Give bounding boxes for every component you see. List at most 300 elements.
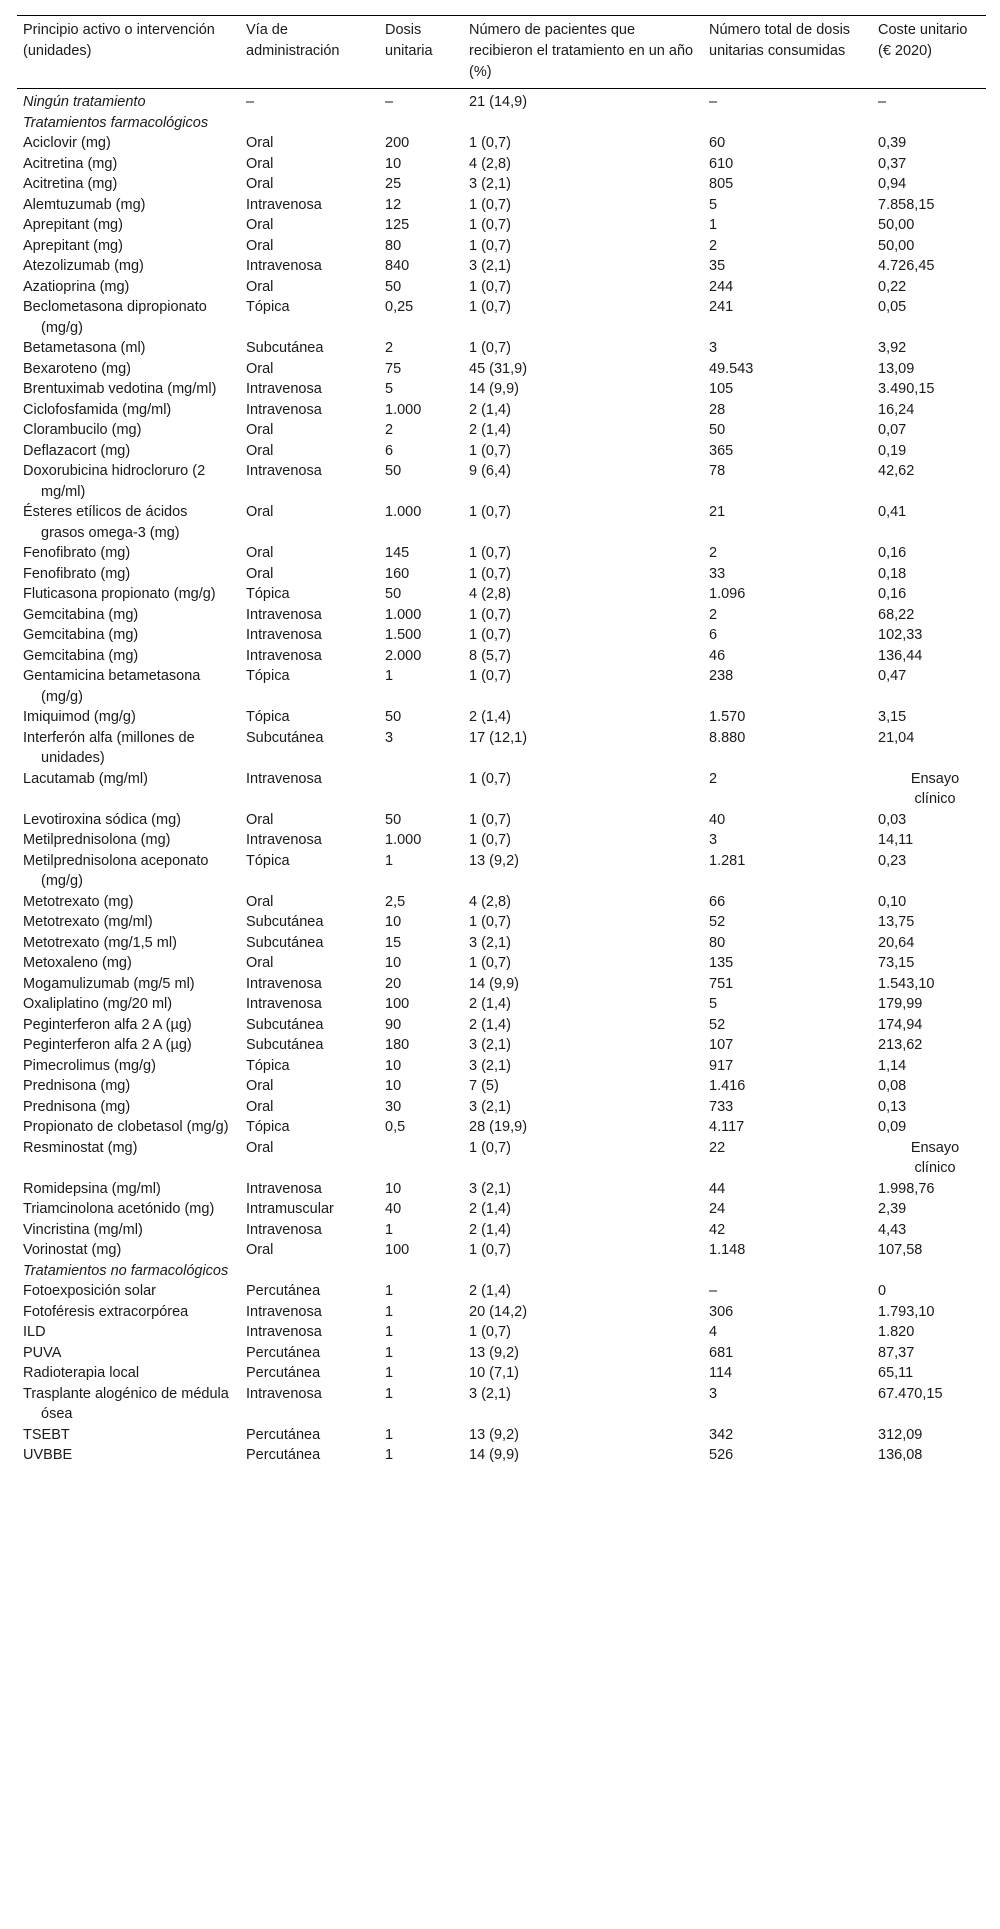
cell-dose: 80 [385, 237, 402, 254]
section-row-pharma [17, 113, 986, 134]
cell-dose: 0,25 [385, 299, 414, 315]
cell-name: ILD [23, 1324, 46, 1340]
cell-name: Imiquimod (mg/g) [23, 709, 136, 725]
cell-route: Oral [246, 360, 274, 377]
cell-patients: 28 (19,9) [469, 1119, 528, 1135]
cell-total: 135 [709, 955, 734, 971]
cell-name: Metilprednisolona (mg) [23, 832, 171, 848]
cell-route: Intravenosa [246, 1324, 322, 1340]
cell-route: Oral [246, 422, 274, 438]
table-row [17, 1220, 986, 1241]
cell-total: 1.148 [709, 1242, 746, 1258]
cell-total: 60 [709, 135, 726, 151]
cell-patients: 1 (0,7) [469, 1324, 511, 1340]
cell-route: Tópica [246, 668, 290, 684]
cell-name: UVBBE [23, 1447, 73, 1463]
cell-route: Intravenosa [246, 627, 322, 643]
cell-name: Metilprednisolona aceponato (mg/g) [23, 852, 209, 889]
cell-cost: 213,62 [878, 1037, 923, 1053]
cell-route: Intravenosa [246, 606, 322, 623]
table-row [17, 584, 986, 605]
cell-route: Intravenosa [246, 1180, 322, 1197]
treatment-cost-table [17, 15, 986, 1466]
table-row [17, 1179, 986, 1200]
cell-route: Percutánea [246, 1365, 321, 1381]
cell-total: 42 [709, 1221, 726, 1238]
cell-dose: 1 [385, 1344, 394, 1361]
cell-name: Metotrexato (mg/1,5 ml) [23, 934, 177, 951]
cell-route: Oral [246, 1139, 274, 1156]
cell-patients: 1 (0,7) [469, 627, 511, 643]
cell-patients: 1 (0,7) [469, 545, 511, 561]
header-active-ingredient: Principio activo o intervención (unidades) [23, 22, 215, 59]
cell-cost: 174,94 [878, 1016, 923, 1033]
table-row [17, 133, 986, 154]
cell-cost: 0,19 [878, 442, 907, 459]
cell-total: 49.543 [709, 360, 754, 377]
cell-name: Acitretina (mg) [23, 155, 118, 172]
cell-cost: 87,37 [878, 1344, 915, 1361]
cell-name: Prednisona (mg) [23, 1098, 131, 1115]
cell-patients: 1 (0,7) [469, 832, 511, 848]
table-row [17, 1281, 986, 1302]
cell-patients: 14 (9,9) [469, 975, 519, 992]
cell-patients: 3 (2,1) [469, 1037, 511, 1053]
cell-name: Radioterapia local [23, 1365, 140, 1381]
cell-cost: 107,58 [878, 1242, 923, 1258]
cell-patients: 2 (1,4) [469, 709, 511, 725]
cell-patients: 3 (2,1) [469, 934, 511, 951]
cell-cost: 102,33 [878, 627, 923, 643]
cell-route: – [246, 94, 255, 110]
header-total-doses: Número total de dosis unitarias consumidas [709, 22, 851, 59]
table-row [17, 400, 986, 421]
cell-dose: 10 [385, 155, 402, 172]
table-row [17, 1363, 986, 1384]
cell-route: Intravenosa [246, 196, 322, 213]
cell-route: Tópica [246, 1057, 290, 1074]
cell-total: 681 [709, 1344, 734, 1361]
cell-patients: 1 (0,7) [469, 606, 511, 623]
table-row [17, 297, 986, 338]
table-row [17, 215, 986, 236]
cell-route: Subcutánea [246, 934, 324, 951]
cell-name: Gemcitabina (mg) [23, 606, 139, 623]
table-row [17, 1425, 986, 1446]
cell-total: 3 [709, 832, 718, 848]
cell-total: 8.880 [709, 729, 746, 746]
cell-cost: 21,04 [878, 729, 915, 746]
cell-patients: 4 (2,8) [469, 893, 511, 910]
cell-route: Intravenosa [246, 258, 322, 274]
table-row [17, 441, 986, 462]
cell-cost: 0,22 [878, 278, 907, 295]
table-row [17, 1076, 986, 1097]
cell-cost: 0,08 [878, 1078, 907, 1094]
cell-dose: 2,5 [385, 893, 406, 910]
cell-cost: 0,37 [878, 155, 907, 172]
cell-patients: 1 (0,7) [469, 811, 511, 828]
cell-dose: 6 [385, 442, 394, 459]
cell-cost: 136,44 [878, 647, 923, 664]
cell-total: 610 [709, 155, 734, 172]
table-row [17, 338, 986, 359]
cell-dose: 15 [385, 934, 402, 951]
cell-cost: 2,39 [878, 1201, 907, 1217]
cell-dose: 1 [385, 852, 394, 869]
table-body [17, 89, 986, 1466]
cell-patients: 3 (2,1) [469, 1385, 511, 1402]
cell-total: 105 [709, 381, 734, 397]
header-route: Vía de administración [246, 22, 340, 59]
cell-cost [872, 769, 986, 810]
cell-total: 1.570 [709, 709, 746, 725]
table-row [17, 1097, 986, 1118]
cell-patients: 1 (0,7) [469, 299, 511, 315]
cell-cost: 0,16 [878, 586, 907, 602]
cell-cost: 1.543,10 [878, 975, 935, 992]
cell-dose: 1 [385, 1324, 394, 1340]
cell-name: Fenofibrato (mg) [23, 565, 131, 582]
cell-route: Tópica [246, 709, 290, 725]
cell-name: TSEBT [23, 1426, 70, 1443]
cell-patients: 1 (0,7) [469, 770, 511, 787]
cell-dose: 75 [385, 360, 402, 377]
table-row [17, 728, 986, 769]
cell-route: Oral [246, 176, 274, 192]
cell-total: 2 [709, 606, 718, 623]
cell-total: 2 [709, 237, 718, 254]
cell-patients: 4 (2,8) [469, 586, 511, 602]
cell-name: Gemcitabina (mg) [23, 627, 139, 643]
cell-route: Percutánea [246, 1426, 321, 1443]
cell-cost: 16,24 [878, 401, 915, 418]
cell-name: Atezolizumab (mg) [23, 258, 144, 274]
cell-name: Aprepitant (mg) [23, 237, 123, 254]
cell-route: Oral [246, 442, 274, 459]
table-row [17, 1117, 986, 1138]
cell-cost: 1,14 [878, 1057, 907, 1074]
cell-patients: 8 (5,7) [469, 647, 511, 664]
cell-total: – [709, 1283, 718, 1299]
cell-dose: 1.500 [385, 627, 422, 643]
cell-route: Intravenosa [246, 770, 322, 787]
cell-patients: 17 (12,1) [469, 729, 528, 746]
cell-cost: 3.490,15 [878, 381, 935, 397]
cell-route: Intravenosa [246, 647, 322, 664]
table-row [17, 933, 986, 954]
cell-cost: 0,94 [878, 176, 907, 192]
cell-patients: 2 (1,4) [469, 401, 511, 418]
table-row [17, 605, 986, 626]
cell-dose: 1 [385, 1303, 394, 1320]
cell-name: Fotoféresis extracorpórea [23, 1303, 189, 1320]
cell-total: 46 [709, 647, 726, 664]
cell-total: 21 [709, 504, 726, 520]
cell-total: 78 [709, 463, 726, 479]
cell-route: Percutánea [246, 1447, 321, 1463]
table-row [17, 666, 986, 707]
cell-total: 40 [709, 811, 726, 828]
cell-dose: 0,5 [385, 1119, 406, 1135]
cell-cost: 20,64 [878, 934, 915, 951]
cell-total: – [709, 94, 718, 110]
cell-total: 805 [709, 176, 734, 192]
cell-patients: 2 (1,4) [469, 1283, 511, 1299]
cell-name: Bexaroteno (mg) [23, 360, 131, 377]
cell-patients: 14 (9,9) [469, 381, 519, 397]
cell-dose: 200 [385, 135, 410, 151]
cell-name: Aciclovir (mg) [23, 135, 111, 151]
clinical-trial-label: Ensayo clínico [910, 1139, 960, 1176]
cell-dose: 10 [385, 914, 402, 930]
cell-cost: 0,10 [878, 893, 907, 910]
cell-dose: 30 [385, 1098, 402, 1115]
cell-name: Fotoexposición solar [23, 1283, 156, 1299]
table-row [17, 236, 986, 257]
cell-cost: 13,09 [878, 360, 915, 377]
cell-name: Prednisona (mg) [23, 1078, 131, 1094]
cell-patients: 7 (5) [469, 1078, 499, 1094]
cell-patients: 2 (1,4) [469, 422, 511, 438]
cell-dose: 1 [385, 1283, 394, 1299]
table-row [17, 851, 986, 892]
cell-dose: 90 [385, 1016, 402, 1033]
cell-patients: 1 (0,7) [469, 278, 511, 295]
cell-route: Oral [246, 811, 274, 828]
cell-cost: 65,11 [878, 1365, 914, 1381]
cell-route: Oral [246, 1242, 274, 1258]
cell-patients: 1 (0,7) [469, 565, 511, 582]
table-row [17, 154, 986, 175]
cell-name: Metoxaleno (mg) [23, 955, 132, 971]
table-row [17, 564, 986, 585]
cell-route: Oral [246, 893, 274, 910]
cell-total: 241 [709, 299, 734, 315]
cell-route: Intravenosa [246, 401, 322, 418]
cell-total: 751 [709, 975, 734, 992]
cell-dose: 50 [385, 811, 402, 828]
cell-cost: 0,05 [878, 299, 907, 315]
cell-name: Romidepsina (mg/ml) [23, 1180, 161, 1197]
cell-dose: 160 [385, 565, 410, 582]
cell-cost: 0,23 [878, 852, 907, 869]
cell-patients: 2 (1,4) [469, 1201, 511, 1217]
cell-total: 6 [709, 627, 718, 643]
cell-dose: 100 [385, 996, 410, 1012]
cell-patients: 3 (2,1) [469, 1098, 511, 1115]
cell-name: Propionato de clobetasol (mg/g) [23, 1119, 229, 1135]
cell-route: Subcutánea [246, 1016, 324, 1033]
cell-name: Interferón alfa (millones de unidades) [23, 729, 195, 766]
cell-total: 4 [709, 1324, 718, 1340]
table-row [17, 1199, 986, 1220]
cell-name: Vorinostat (mg) [23, 1242, 122, 1258]
cell-dose: 1 [385, 1365, 394, 1381]
cell-dose: 20 [385, 975, 402, 992]
cell-dose [379, 769, 463, 810]
cell-total: 342 [709, 1426, 734, 1443]
table-row [17, 195, 986, 216]
table-row [17, 359, 986, 380]
cell-patients: 1 (0,7) [469, 340, 511, 356]
table-row [17, 625, 986, 646]
cell-dose: 12 [385, 196, 402, 213]
table-row [17, 1056, 986, 1077]
table-row [17, 1240, 986, 1261]
table-row [17, 1343, 986, 1364]
cell-total: 2 [709, 770, 718, 787]
cell-total: 107 [709, 1037, 734, 1053]
cell-dose: 840 [385, 258, 410, 274]
cell-dose: 1 [385, 1221, 394, 1238]
table-row [17, 1035, 986, 1056]
cell-patients: 1 (0,7) [469, 914, 511, 930]
cell-total: 526 [709, 1447, 734, 1463]
table-row [17, 1138, 986, 1179]
cell-total: 306 [709, 1303, 734, 1320]
cell-total: 2 [709, 545, 718, 561]
cell-route: Intravenosa [246, 975, 322, 992]
cell-cost: 68,22 [878, 606, 915, 623]
cell-patients: 13 (9,2) [469, 852, 519, 869]
table-row [17, 1302, 986, 1323]
cell-route: Intravenosa [246, 1303, 322, 1320]
cell-patients: 4 (2,8) [469, 155, 511, 172]
cell-dose: 125 [385, 217, 410, 233]
cell-route: Oral [246, 504, 274, 520]
cell-dose: 3 [385, 729, 394, 746]
cell-name: Levotiroxina sódica (mg) [23, 811, 181, 828]
cell-route: Oral [246, 278, 274, 295]
cell-patients: 2 (1,4) [469, 1221, 511, 1238]
cell-name: Fenofibrato (mg) [23, 545, 131, 561]
cell-route: Percutánea [246, 1283, 321, 1299]
cell-patients: 1 (0,7) [469, 1242, 511, 1258]
cell-total: 1.281 [709, 852, 746, 869]
cell-route: Oral [246, 955, 274, 971]
cell-dose: 1 [385, 1385, 394, 1402]
cell-cost: 1.820 [878, 1324, 915, 1340]
cell-dose: 50 [385, 278, 402, 295]
table-row [17, 810, 986, 831]
cell-dose: 25 [385, 176, 402, 192]
cell-name: Triamcinolona acetónido (mg) [23, 1201, 215, 1217]
cell-dose: 145 [385, 545, 410, 561]
cell-name: Ésteres etílicos de ácidos grasos omega-3 (mg) [23, 504, 188, 541]
cell-route: Tópica [246, 586, 290, 602]
section-title-pharma: Tratamientos farmacológicos [23, 114, 209, 131]
cell-cost: 312,09 [878, 1426, 923, 1443]
cell-route: Tópica [246, 852, 290, 869]
table-row [17, 1445, 986, 1466]
cell-total: 50 [709, 422, 726, 438]
table-row [17, 912, 986, 933]
cell-cost: 4.726,45 [878, 258, 935, 274]
cell-cost: 0,47 [878, 668, 907, 684]
cell-name: Clorambucilo (mg) [23, 422, 142, 438]
cell-patients: 1 (0,7) [469, 504, 511, 520]
cell-cost: 0,07 [878, 422, 907, 438]
cell-cost: 1.998,76 [878, 1180, 935, 1197]
cell-dose: 180 [385, 1037, 410, 1053]
table-row [17, 461, 986, 502]
table-row [17, 830, 986, 851]
cell-total: 33 [709, 565, 726, 582]
cell-name: Vincristina (mg/ml) [23, 1221, 143, 1238]
cell-patients: 10 (7,1) [469, 1365, 519, 1381]
cell-route: Intravenosa [246, 1221, 322, 1238]
table-row [17, 174, 986, 195]
cell-route: Tópica [246, 1119, 290, 1135]
cell-name: Mogamulizumab (mg/5 ml) [23, 975, 195, 992]
cell-cost: 7.858,15 [878, 196, 935, 213]
cell-total: 52 [709, 1016, 726, 1033]
cell-dose: 50 [385, 586, 402, 602]
cell-cost: 0 [878, 1283, 887, 1299]
cell-cost [872, 1138, 986, 1179]
cell-dose: 50 [385, 463, 402, 479]
cell-route: Subcutánea [246, 729, 324, 746]
cell-cost: 3,92 [878, 340, 907, 356]
header-patients: Número de pacientes que recibieron el tratamiento en un año (%) [469, 22, 694, 80]
cell-dose: 1.000 [385, 504, 422, 520]
cell-route: Oral [246, 1098, 274, 1115]
cell-total: 5 [709, 996, 718, 1012]
cell-patients: 14 (9,9) [469, 1447, 519, 1463]
table-row [17, 994, 986, 1015]
cell-total: 114 [709, 1365, 733, 1381]
cell-cost: 50,00 [878, 237, 915, 254]
table-row [17, 892, 986, 913]
cell-cost: 0,03 [878, 811, 907, 828]
cell-dose: 1.000 [385, 832, 422, 848]
cell-total: 28 [709, 401, 726, 418]
cell-total: 22 [709, 1139, 726, 1156]
cell-name: Brentuximab vedotina (mg/ml) [23, 381, 217, 397]
cell-total: 1.416 [709, 1078, 746, 1094]
cell-cost: 1.793,10 [878, 1303, 935, 1320]
cell-route: Oral [246, 155, 274, 172]
cell-route: Oral [246, 565, 274, 582]
table-row [17, 769, 986, 810]
cell-total: 24 [709, 1201, 726, 1217]
cell-cost: 0,18 [878, 565, 907, 582]
cell-route: Subcutánea [246, 340, 324, 356]
table-row [17, 1015, 986, 1036]
cell-cost: 0,39 [878, 135, 907, 151]
cell-patients: 1 (0,7) [469, 237, 511, 254]
cell-patients: 20 (14,2) [469, 1303, 528, 1320]
cell-route: Oral [246, 237, 274, 254]
cell-patients: 1 (0,7) [469, 1139, 511, 1156]
cell-name: Ciclofosfamida (mg/ml) [23, 401, 172, 418]
cell-total: 5 [709, 196, 718, 213]
cell-patients: 1 (0,7) [469, 217, 511, 233]
cell-dose: 2 [385, 340, 394, 356]
cell-patients: 21 (14,9) [469, 94, 528, 110]
header-unit-dose: Dosis unitaria [385, 22, 433, 59]
cell-cost: 0,09 [878, 1119, 907, 1135]
cell-cost: 0,41 [878, 504, 907, 520]
cell-route: Oral [246, 545, 274, 561]
cell-patients: 3 (2,1) [469, 258, 511, 274]
cell-name: Gemcitabina (mg) [23, 647, 139, 664]
cell-patients: 3 (2,1) [469, 1057, 511, 1074]
cell-total: 917 [709, 1057, 734, 1074]
cell-patients: 1 (0,7) [469, 668, 511, 684]
cell-total: 80 [709, 934, 726, 951]
